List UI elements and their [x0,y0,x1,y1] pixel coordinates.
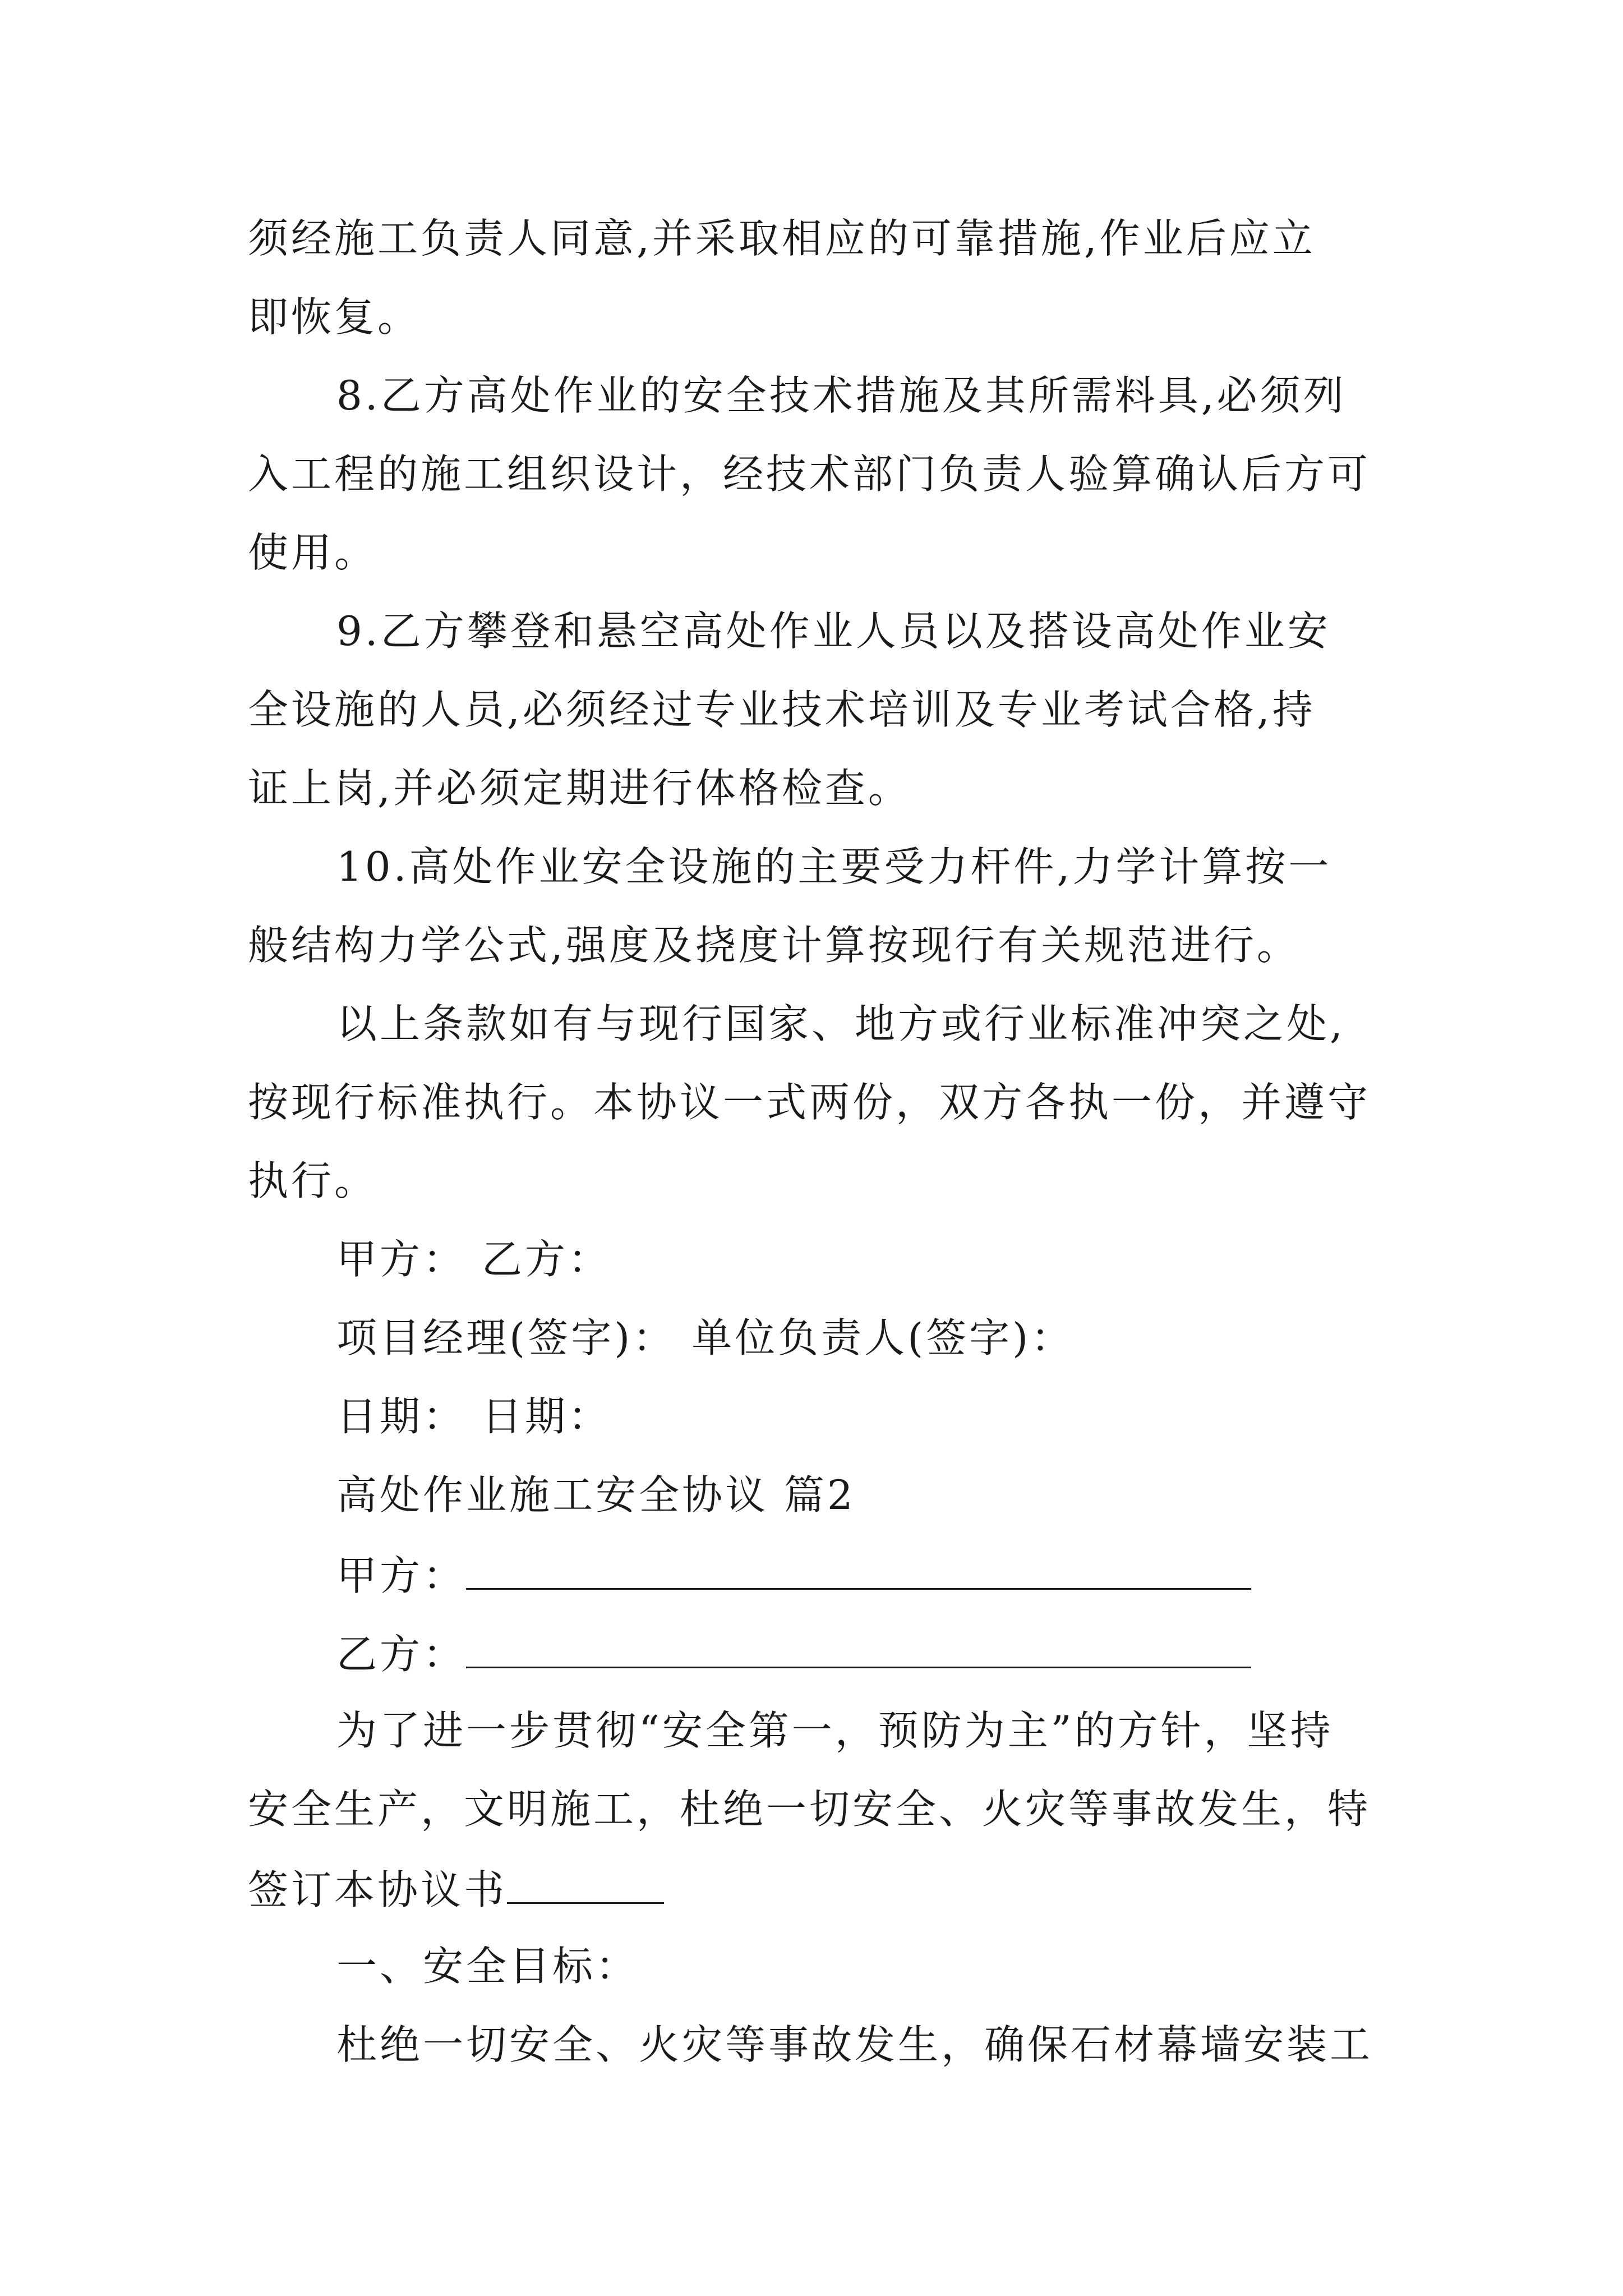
party-b-line [336,1630,1251,1677]
section-heading: 一、安全目标： [336,1943,639,1990]
clause-9: 9.乙方攀登和悬空高处作业人员以及搭设高处作业安 [336,608,1331,655]
party-a-blank [466,1551,1251,1590]
date-labels: 日期： 日期： [336,1393,611,1440]
party-b-label: 乙方： [336,1631,467,1678]
text-line: 安全生产，文明施工，杜绝一切安全、火灾等事故发生，特 [248,1786,1371,1833]
text-line: 按现行标准执行。本协议一式两份，双方各执一份，并遵守 [248,1079,1371,1126]
intro-paragraph: 为了进一步贯彻“安全第一，预防为主”的方针，坚持 [336,1707,1334,1754]
text-line: 证上岗,并必须定期进行体格检查。 [248,765,911,812]
party-a-line [336,1551,1251,1598]
text-line: 即恢复。 [248,293,421,341]
text-line: 执行。 [248,1157,378,1204]
text-line: 使用。 [248,529,378,576]
section-title: 高处作业施工安全协议 篇2 [336,1471,856,1519]
clause-8: 8.乙方高处作业的安全技术措施及其所需料具,必须列 [336,372,1347,419]
clause-10: 10.高处作业安全设施的主要受力杆件,力学计算按一 [336,843,1332,890]
agreement-text: 签订本协议书 [248,1866,508,1913]
text-line-with-blank [248,1865,664,1912]
text-line: 全设施的人员,必须经过专业技术培训及专业考试合格,持 [248,686,1316,733]
text-line: 般结构力学公式,强度及挠度计算按现行有关规范进行。 [248,922,1300,969]
agreement-blank [507,1865,664,1904]
party-a-label: 甲方： [336,1552,467,1599]
party-labels: 甲方： 乙方： [336,1236,611,1283]
text-line: 入工程的施工组织设计，经技术部门负责人验算确认后方可 [248,450,1371,498]
closing-paragraph: 以上条款如有与现行国家、地方或行业标准冲突之处, [336,1000,1345,1047]
text-line: 须经施工负责人同意,并采取相应的可靠措施,作业后应立 [248,215,1316,262]
text-line: 杜绝一切安全、火灾等事故发生，确保石材幕墙安装工 [336,2021,1373,2068]
signature-labels: 项目经理(签字)： 单位负责人(签字)： [336,1314,1075,1361]
party-b-blank [466,1630,1251,1668]
